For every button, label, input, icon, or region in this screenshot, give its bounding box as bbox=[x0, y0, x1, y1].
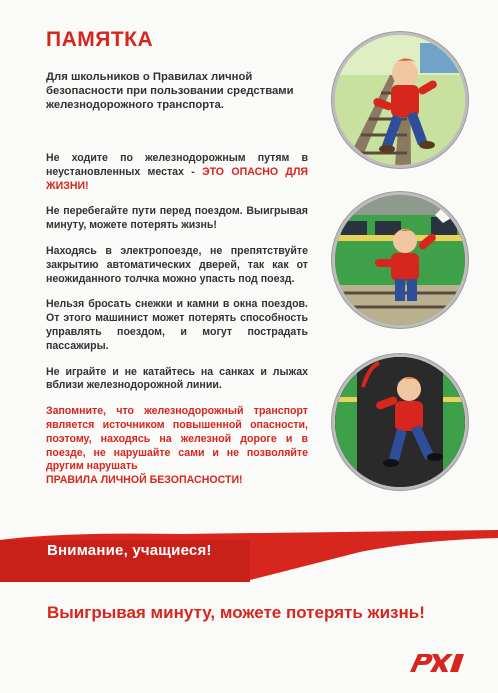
door-illustration-icon bbox=[335, 357, 465, 487]
rules-list bbox=[46, 152, 308, 486]
banner-text: Внимание, учащиеся! bbox=[47, 542, 212, 559]
rule-item bbox=[46, 152, 308, 193]
rzd-logo-icon bbox=[406, 650, 468, 676]
rule-text: Не ходите по железнодорожным путям в неустановленных местах - bbox=[46, 152, 308, 178]
slogan-text: Выигрывая минуту, можете потерять жизнь! bbox=[47, 603, 425, 622]
illustration-tracks bbox=[332, 32, 468, 168]
train-illustration-icon bbox=[335, 195, 465, 325]
rule-text: Находясь в электропоезде, не препятствуйте закрытию автоматических дверей, так как от неожиданного толчка можно упасть под поезд. bbox=[46, 244, 308, 285]
rule-text: Не играйте и не катайтесь на санках и лыжах вблизи железнодорожной линии. bbox=[46, 365, 308, 392]
intro-text: Для школьников о Правилах личной безопасности при пользовании средствами железнодорожного транспорта. bbox=[46, 71, 294, 112]
warning-text: Запомните, что железнодорожный транспорт является источником повышенной опасности, поэтому, находясь на железной дороге и в поезде, не нарушайте сами и не позволяйте другим нарушать bbox=[46, 405, 308, 473]
rule-danger-text: ЭТО ОПАСНО ДЛЯ ЖИЗНИ! bbox=[46, 165, 308, 192]
warning-strong-text: ПРАВИЛА ЛИЧНОЙ БЕЗОПАСНОСТИ! bbox=[46, 474, 243, 487]
rule-item bbox=[46, 245, 308, 286]
tracks-illustration-icon bbox=[335, 35, 465, 165]
illustration-door bbox=[332, 354, 468, 490]
rzd-logo bbox=[406, 650, 468, 676]
rule-item bbox=[46, 366, 308, 394]
rule-item bbox=[46, 205, 308, 233]
poster-title: ПАМЯТКА bbox=[46, 28, 154, 51]
illustration-train bbox=[332, 192, 468, 328]
rule-text: Не перебегайте пути перед поездом. Выигрывая минуту, можете потерять жизнь! bbox=[46, 205, 308, 232]
rule-item bbox=[46, 298, 308, 353]
rule-text: Нельзя бросать снежки и камни в окна поездов. От этого машинист может потерять способность управлять поездом, и могут пострадать пассажиры. bbox=[46, 298, 308, 352]
